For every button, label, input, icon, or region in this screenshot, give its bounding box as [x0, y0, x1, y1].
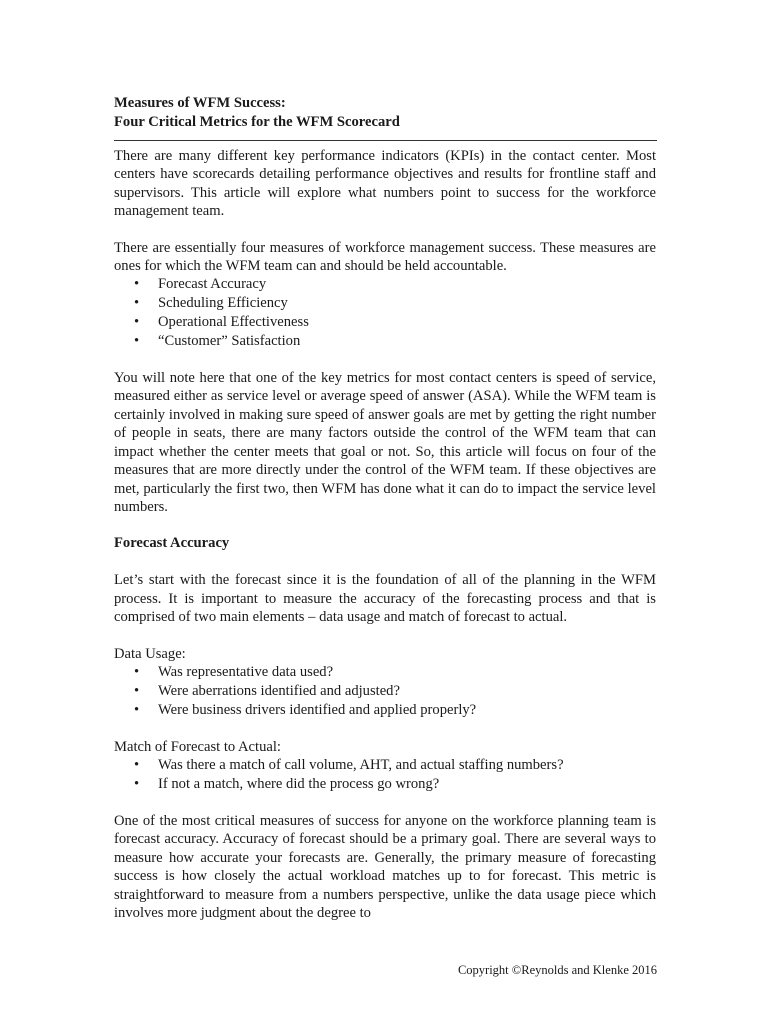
document-body — [114, 94, 656, 922]
title-line-2: Four Critical Metrics for the WFM Scorecard — [114, 114, 400, 130]
match-list — [114, 756, 656, 794]
forecast-accuracy-heading: Forecast Accuracy — [114, 535, 230, 552]
measures-intro-paragraph: There are essentially four measures of workforce management success. These measures are ones for which the WFM team can and should be held accountable. — [114, 239, 656, 275]
spacer — [114, 627, 656, 645]
spacer — [114, 516, 656, 534]
list-item: • If not a match, where did the process go wrong? — [134, 775, 440, 792]
spacer — [114, 553, 656, 571]
speed-paragraph: You will note here that one of the key metrics for most contact centers is speed of service, measured either as service level or average speed of answer (ASA). While the WFM team is certainly involved in making sure speed of answer goals are met by getting the right number of people in seats, there are many factors outside the control of the WFM team that can impact whether the center meets that goal or not. So, this article will focus on four of the measures that are more directly under the control of the WFM team. If these objectives are met, particularly the first two, then WFM has done what it can do to impact the service level numbers. — [114, 370, 656, 515]
spacer — [114, 221, 656, 239]
title-divider — [114, 140, 657, 141]
bullet-icon: • — [134, 314, 140, 331]
list-item: • Operational Effectiveness — [134, 314, 309, 331]
measures-list — [114, 275, 656, 351]
intro-paragraph: There are many different key performance indicators (KPIs) in the contact center. Most centers have scorecards detailing performance objectives and results for frontline staff and supervisors. This article will explore what numbers point to success for the workforce management team. — [114, 148, 656, 220]
list-item: • Were business drivers identified and applied properly? — [134, 701, 477, 718]
data-usage-label: Data Usage: — [114, 645, 186, 662]
data-usage-list — [114, 663, 656, 720]
list-item: • Was there a match of call volume, AHT, and actual staffing numbers? — [134, 757, 564, 774]
bullet-icon: • — [134, 295, 140, 312]
bullet-icon: • — [134, 757, 140, 774]
closing-paragraph: One of the most critical measures of success for anyone on the workforce planning team is forecast accuracy. Accuracy of forecast should be a primary goal. There are several ways to measure how accurate your forecasts are. Generally, the primary measure of forecasting success is how closely the actual workload matches up to for forecast. This metric is straightforward to measure from a numbers perspective, unlike the data usage piece which involves more judgment about the degree to — [114, 812, 656, 921]
bullet-icon: • — [134, 775, 140, 792]
title-line-1: Measures of WFM Success: — [114, 95, 286, 111]
list-item: • Was representative data used? — [134, 663, 334, 680]
bullet-icon: • — [134, 333, 140, 350]
spacer — [114, 720, 656, 738]
list-item: • Scheduling Efficiency — [134, 295, 288, 312]
list-item: • Were aberrations identified and adjusted? — [134, 682, 400, 699]
bullet-icon: • — [134, 663, 140, 680]
bullet-icon: • — [134, 701, 140, 718]
forecast-paragraph: Let’s start with the forecast since it is the foundation of all of the planning in the WFM process. It is important to measure the accuracy of the forecasting process and that is comprised of two main elements – data usage and match of forecast to actual. — [114, 572, 656, 626]
bullet-icon: • — [134, 682, 140, 699]
list-item: • Forecast Accuracy — [134, 276, 267, 293]
copyright-footer: Copyright ©Reynolds and Klenke 2016 — [457, 963, 657, 977]
list-item: • “Customer” Satisfaction — [134, 333, 301, 350]
spacer — [114, 794, 656, 812]
spacer — [114, 351, 656, 369]
bullet-icon: • — [134, 276, 140, 293]
match-label: Match of Forecast to Actual: — [114, 738, 281, 755]
